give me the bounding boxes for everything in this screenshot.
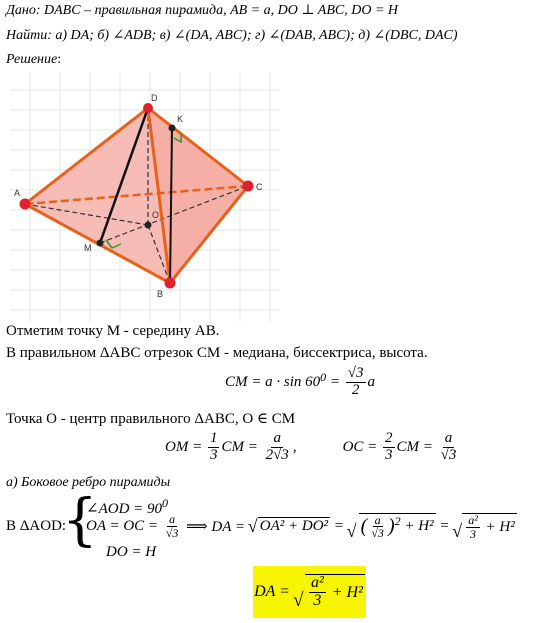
system-oa-fraction [164,513,181,539]
point-o [145,222,152,229]
sqrt-middle-fraction [369,514,386,540]
oc-coef [383,431,395,464]
result-den: 3 [313,592,322,609]
result-num: √ a² [310,574,324,592]
cm-fraction-den: 2 [351,381,360,398]
om-fraction [264,431,291,464]
oc-coef-num: 2 [385,430,393,446]
oc-coef-den: 3 [385,446,393,463]
cm-fraction [346,366,366,399]
cm-eq: = [326,373,344,390]
om-oc-formula [165,431,460,464]
om-left: OM = [165,438,206,455]
oc-mid: CM = [396,438,437,455]
system-line-3: DO = H [106,544,157,560]
vertex-a [20,199,31,210]
om-fraction-num: a [273,430,281,446]
sqrt-last-num: √ a² [468,513,478,527]
system-angle: ∠AOD = 90 [86,501,163,517]
sqrt-last-plus: + H² [481,518,515,535]
find-line [6,27,458,44]
solution-colon: : [57,52,62,67]
text-line-3: Точка O - центр правильного ΔABC, O ∈ CM [6,411,296,427]
label-d: D [151,93,158,103]
sqrt-middle-plus: + H² [400,518,434,535]
cm-a: a [367,373,375,390]
cm-degree: 0 [320,369,327,384]
result-left: DA = [254,583,294,600]
om-comma: , [292,438,297,455]
system-eq-2: = [330,517,348,534]
result-box [253,566,366,618]
system-line-2 [86,512,517,540]
sqrt-oa-do-radicand: OA² + DO² [259,518,329,535]
pyramid-figure [10,72,280,322]
system-oa-den: √3 [165,525,179,540]
sqrt-middle-num: a [374,512,381,527]
result-plus: + H² [327,583,363,601]
cm-left: CM = a · sin 60 [225,373,321,390]
label-m: M [84,243,92,253]
vertex-d [143,103,153,113]
label-a: A [14,188,21,198]
vertex-b [165,278,176,289]
system-oa: OA = OC = [86,517,162,534]
vertex-c [243,181,254,192]
sqrt-last-fraction [466,514,480,540]
label-k: K [177,114,184,124]
system-eq-3: = [435,517,454,534]
solution-label: Решение [6,52,58,67]
sqrt-middle: √ ( $\frac{a}{√3}$ ) $^2$ + H² [348,513,436,540]
system-prefix: В ΔAOD: [6,518,67,534]
om-mid: CM = [221,438,262,455]
oc-left: OC = [342,438,382,455]
om-fraction-den: 2√3 [265,446,289,463]
sqrt-last-den: 3 [469,526,476,541]
om-coef-num: 1 [209,430,218,446]
find-text: : а) DA; б) ∠ADB; в) ∠(DA, ABC); г) ∠(DAB, ABC); д) ∠(DBC, DAC) [47,28,458,43]
cm-fraction-num: √3 [347,365,364,381]
point-k [169,125,176,132]
om-coef [208,431,220,464]
part-a-heading: а) Боковое ребро пирамиды [6,475,171,490]
sqrt-last [453,512,517,540]
given-label: Дано [6,3,36,18]
system-angle-degree: 0 [162,496,169,510]
solution-label-line [6,52,61,68]
cm-formula [225,366,375,399]
point-m [97,240,104,247]
sqrt-middle-den: √3 [371,526,384,541]
label-o: O [152,210,160,220]
oc-fraction-num: a [444,430,453,446]
sqrt-oa-do [249,517,330,535]
label-b: B [157,289,164,299]
text-line-1: Отметим точку M - середину AB. [6,323,220,339]
system-brace: { [62,488,98,553]
find-label: Найти [6,28,48,43]
om-coef-den: 3 [209,446,218,463]
given-line [6,2,398,19]
label-c: C [256,182,263,192]
given-text: : DABC – правильная пирамида, AB = a, DO ⊥ ABC, DO = H [35,3,398,18]
oc-fraction-den: √3 [440,446,457,463]
result-sqrt [294,574,365,610]
result-fraction [309,575,326,610]
oc-fraction [439,431,459,464]
text-line-2: В правильном ΔABC отрезок CM - медиана, биссектриса, высота. [6,345,428,361]
system-arrow: ⟹ DA = [182,518,249,535]
system-oa-num: a [169,512,176,526]
